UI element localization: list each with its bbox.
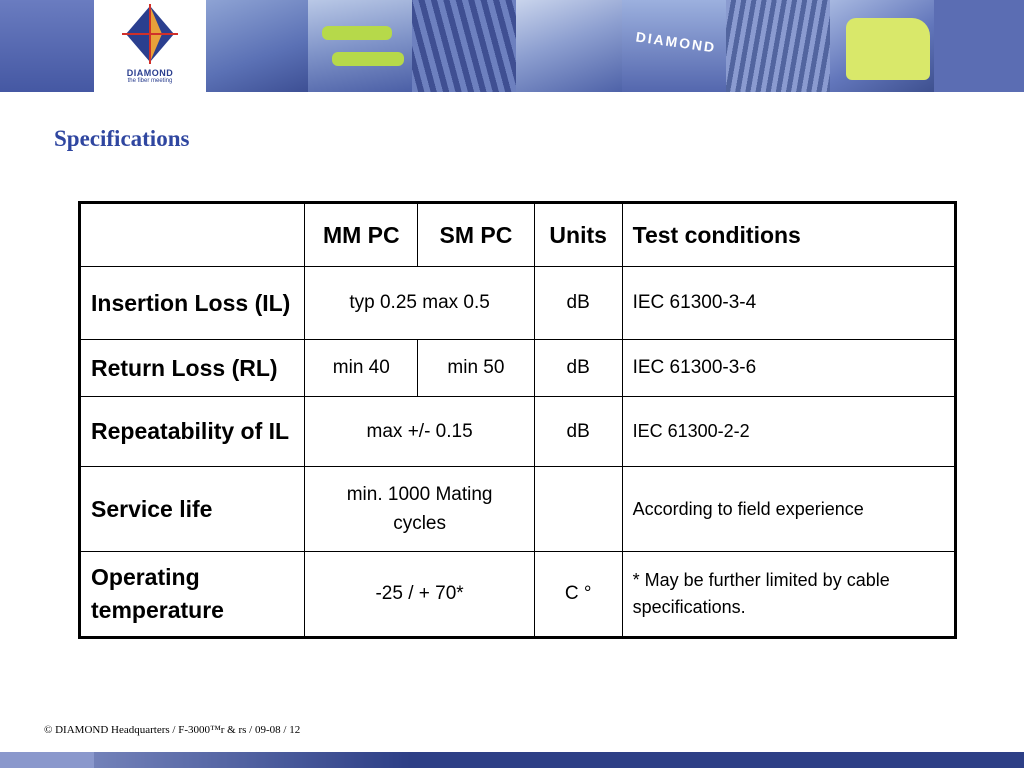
connector-green-1 — [322, 26, 392, 40]
row-label: Service life — [80, 467, 305, 552]
row-label: Insertion Loss (IL) — [80, 267, 305, 340]
banner-photo-cables — [726, 0, 830, 92]
footer-bar-left — [0, 752, 94, 768]
units-cell — [534, 467, 622, 552]
test-cell: IEC 61300-2-2 — [622, 397, 955, 467]
test-cell: IEC 61300-3-6 — [622, 340, 955, 397]
table-row-operating-temperature — [80, 552, 956, 638]
test-cell: IEC 61300-3-4 — [622, 267, 955, 340]
building-sign: DIAMOND — [634, 28, 718, 56]
table-row-repeatability — [80, 397, 956, 467]
table-row-insertion-loss — [80, 267, 956, 340]
banner-left-strip — [0, 0, 94, 92]
specifications-table — [78, 201, 957, 639]
banner-right-strip — [934, 0, 1024, 92]
footer-copyright: © DIAMOND Headquarters / F-3000™r & rs / 09-08 / 12 — [44, 724, 301, 736]
header-mm-pc: MM PC — [305, 203, 418, 267]
units-cell: dB — [534, 340, 622, 397]
table-row-service-life — [80, 467, 956, 552]
header-banner — [0, 0, 1024, 92]
header-blank — [80, 203, 305, 267]
header-test-conditions: Test conditions — [622, 203, 955, 267]
diamond-logo — [94, 0, 206, 92]
row-label: Operating temperature — [80, 552, 305, 638]
mm-value-cell: min 40 — [305, 340, 418, 397]
diamond-logo-icon — [94, 0, 206, 70]
row-label: Repeatability of IL — [80, 397, 305, 467]
logo-tagline: the fiber meeting — [127, 78, 173, 84]
value-cell: max +/- 0.15 — [305, 397, 534, 467]
value-cell: typ 0.25 max 0.5 — [305, 267, 534, 340]
test-cell: According to field experience — [622, 467, 955, 552]
units-cell: dB — [534, 267, 622, 340]
value-cell: min. 1000 Mating cycles — [305, 467, 534, 552]
connector-green-2 — [332, 52, 404, 66]
test-cell: * May be further limited by cable specifications. — [622, 552, 955, 638]
units-cell: C ° — [534, 552, 622, 638]
logo-name: DIAMOND — [126, 68, 174, 78]
page-title: Specifications — [54, 126, 190, 151]
table-row-return-loss — [80, 340, 956, 397]
banner-photo-handshake — [206, 0, 308, 92]
banner-photo-fibers — [412, 0, 516, 92]
units-cell: dB — [534, 397, 622, 467]
value-cell: -25 / + 70* — [305, 552, 534, 638]
header-row — [80, 203, 956, 267]
header-sm-pc: SM PC — [418, 203, 535, 267]
row-label: Return Loss (RL) — [80, 340, 305, 397]
banner-photo-signpost — [516, 0, 622, 92]
banner-photo-connectors — [308, 0, 412, 92]
sm-value-cell: min 50 — [418, 340, 535, 397]
truck-shape — [846, 18, 930, 80]
footer-bar — [0, 752, 1024, 768]
header-units: Units — [534, 203, 622, 267]
